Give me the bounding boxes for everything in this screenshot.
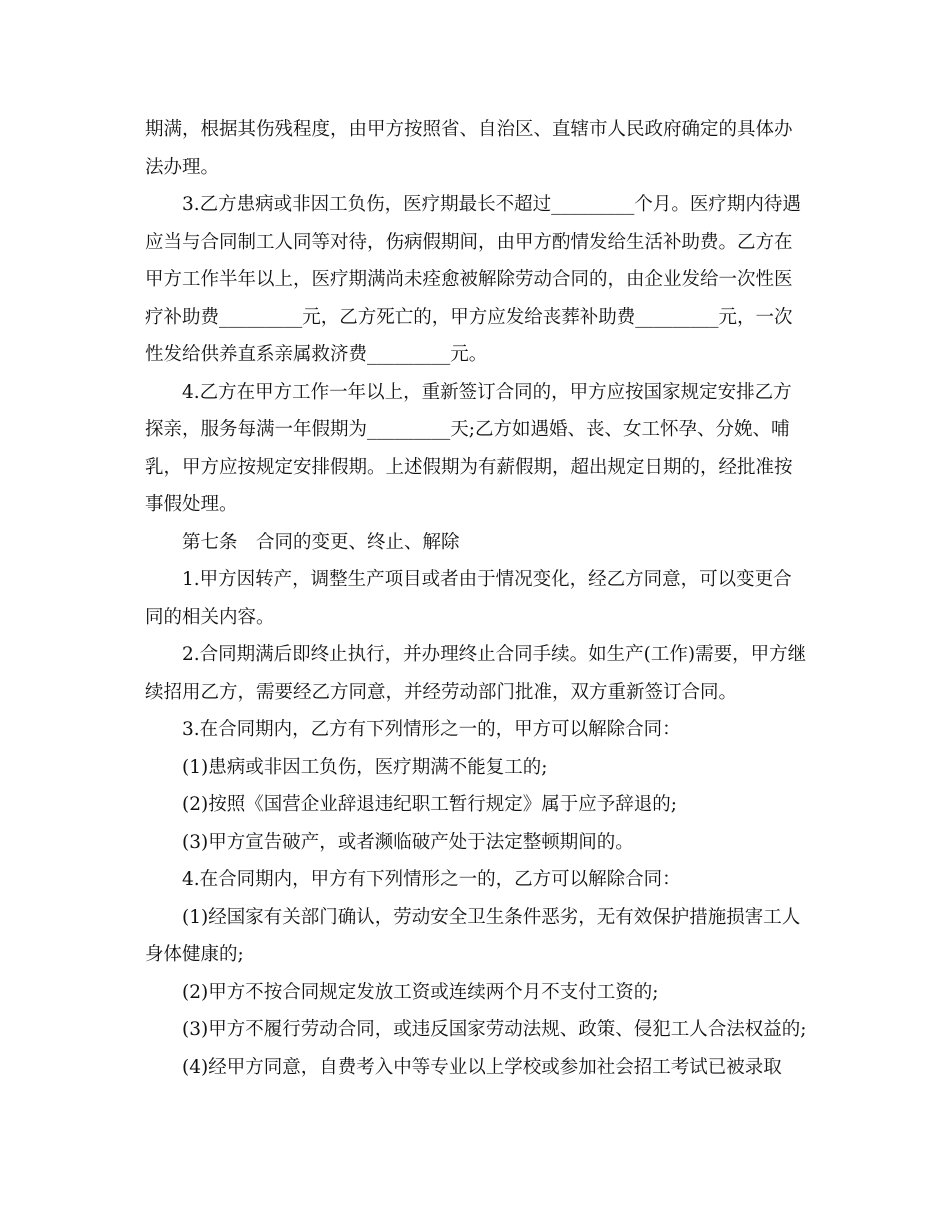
list-item-4-4: (4)经甲方同意，自费考入中等专业以上学校或参加社会招工考试已被录取 — [182, 1056, 782, 1078]
paragraph-article-7-item-4: 4.在合同期内，甲方有下列情形之一的，乙方可以解除合同： — [182, 869, 681, 890]
list-item-4-1: (1)经国家有关部门确认，劳动安全卫生条件恶劣，无有效保护措施损害工人身体健康的; — [145, 906, 801, 965]
paragraph-article-7-item-2: 2.合同期满后即终止执行，并办理终止合同手续。如生产(工作)需要，甲方继续招用乙方，需要经乙方同意，并经劳动部门批准，双方重新签订合同。 — [145, 644, 807, 703]
paragraph-continuation: 期满，根据其伤残程度，由甲方按照省、自治区、直辖市人民政府确定的具体办法办理。 — [145, 119, 793, 178]
list-item-3-3: (3)甲方宣告破产，或者濒临破产处于法定整顿期间的。 — [182, 831, 634, 853]
paragraph-article-7-item-1: 1.甲方因转产，调整生产项目或者由于情况变化，经乙方同意，可以变更合同的相关内容。 — [145, 569, 792, 628]
paragraph-article-7-item-3: 3.在合同期内，乙方有下列情形之一的，甲方可以解除合同： — [182, 719, 681, 740]
paragraph-item-3-medical-period: 3.乙方患病或非因工负伤，医疗期最长不超过_________个月。医疗期内待遇应当与合同制工人同等对待，伤病假期间，由甲方酌情发给生活补助费。乙方在甲方工作半年以上，医疗期满尚未痊愈被解除劳动合同的，由企业发给一次性医疗补助费_________元，乙方死亡的，甲方应发给丧葬补助费_________元，一次性发给供养直系亲属救济费_________元。 — [145, 194, 801, 365]
list-item-3-2: (2)按照《国营企业辞退违纪职工暂行规定》属于应予辞退的; — [182, 794, 677, 815]
list-item-4-2: (2)甲方不按合同规定发放工资或连续两个月不支付工资的; — [182, 981, 659, 1003]
list-item-3-1: (1)患病或非因工负伤，医疗期满不能复工的; — [182, 756, 548, 778]
list-item-4-3: (3)甲方不履行劳动合同，或违反国家劳动法规、政策、侵犯工人合法权益的; — [182, 1019, 807, 1040]
section-heading-article-7: 第七条 合同的变更、终止、解除 — [182, 531, 460, 553]
document-body — [145, 111, 810, 1086]
paragraph-item-4-home-leave: 4.乙方在甲方工作一年以上，重新签订合同的，甲方应按国家规定安排乙方探亲，服务每满一年假期为_________天;乙方如遇婚、丧、女工怀孕、分娩、哺乳，甲方应按规定安排假期。上述假期为有薪假期，超出规定日期的，经批准按事假处理。 — [145, 381, 793, 515]
